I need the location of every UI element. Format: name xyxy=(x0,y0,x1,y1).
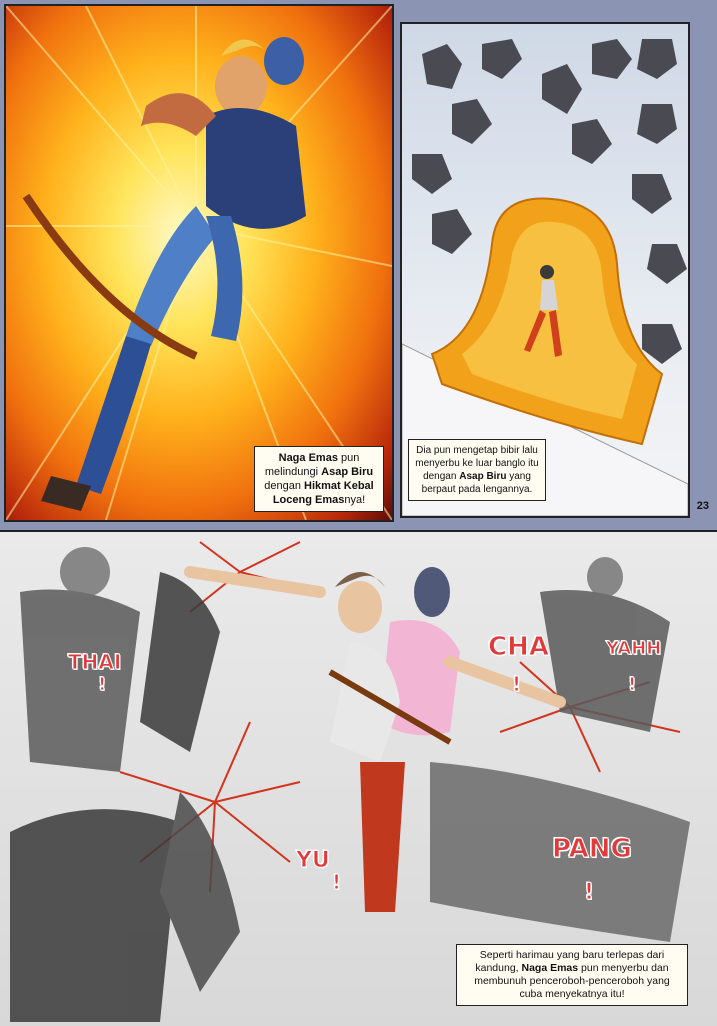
sfx-thai: THAI xyxy=(68,650,122,674)
caption-text: pun melindungi xyxy=(264,452,360,478)
caption-name-asap-biru: Asap Biru xyxy=(459,471,507,482)
caption-text: Dia pun mengetap bibir lalu menyerbu ke luar banglo itu dengan xyxy=(415,445,539,482)
caption-name-hikmat: Hikmat Kebal Loceng Emas xyxy=(272,480,374,506)
panel2-caption xyxy=(408,439,546,501)
caption-text: yang berpaut pada lengannya. xyxy=(421,471,533,495)
caption-name-naga-emas: Naga Emas xyxy=(521,962,579,974)
page-number: 23 xyxy=(696,500,709,512)
hero-figures xyxy=(26,37,306,511)
caption-text: Seperti harimau yang baru terlepas dari kandung, xyxy=(475,949,665,974)
caption-text: dengan xyxy=(264,480,305,492)
panel-top-left xyxy=(4,4,394,522)
sfx-pang: PANG xyxy=(552,834,632,864)
panel-bottom xyxy=(0,530,717,1026)
sfx-yu-exclaim: ! xyxy=(332,870,342,894)
sfx-pang-exclaim: ! xyxy=(584,880,595,905)
sfx-yu: YU xyxy=(296,848,330,873)
panel1-art xyxy=(6,6,392,520)
sfx-yahh: YAHH xyxy=(606,638,662,659)
caption-text: nya! xyxy=(344,494,366,506)
caption-text: pun menyerbu dan membunuh penceroboh-penceroboh yang cuba menyekatnya itu! xyxy=(474,962,670,1000)
sfx-thai-exclaim: ! xyxy=(98,674,107,695)
sfx-cha: CHA xyxy=(488,632,549,662)
caption-name-naga-emas: Naga Emas xyxy=(278,452,338,464)
panel-top-right xyxy=(400,22,690,518)
sfx-yahh-exclaim: ! xyxy=(628,674,637,695)
panel3-caption xyxy=(456,944,688,1006)
panel1-caption xyxy=(254,446,384,512)
caption-name-asap-biru: Asap Biru xyxy=(321,466,374,478)
sfx-cha-exclaim: ! xyxy=(512,672,522,696)
